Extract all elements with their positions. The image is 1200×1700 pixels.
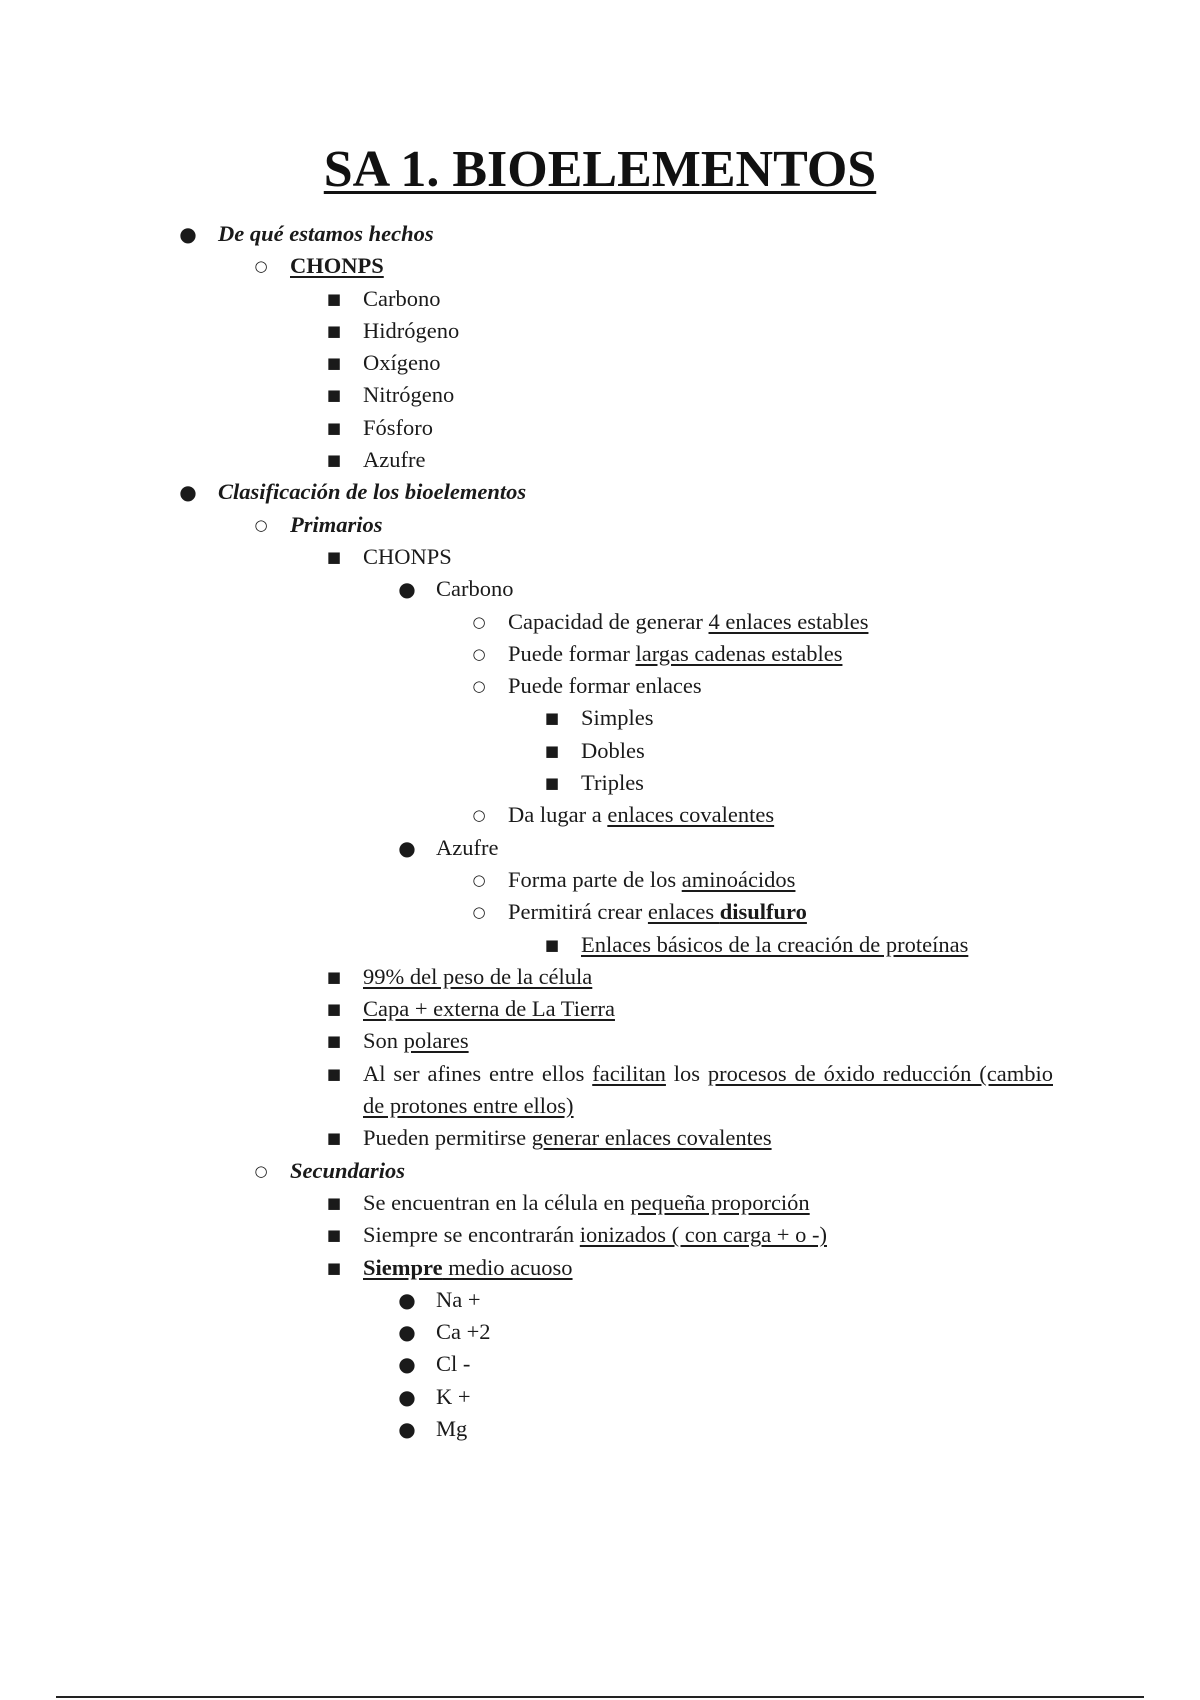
text-run: Forma parte de los	[508, 866, 682, 892]
list-item	[0, 1058, 1200, 1123]
ion-item: Cl -	[436, 1351, 471, 1377]
list-item	[0, 573, 1200, 605]
bullet-circle-icon: ○	[472, 903, 486, 922]
list-item	[0, 1025, 1200, 1057]
list-item	[0, 864, 1200, 896]
text-run: los	[665, 1060, 708, 1086]
list-item	[0, 541, 1200, 573]
bullet-square-icon: ■	[326, 321, 342, 340]
outline	[0, 218, 1200, 1445]
underlined-text: polares	[403, 1028, 469, 1054]
list-item	[0, 1122, 1200, 1154]
list-text	[363, 1122, 772, 1154]
list-text	[363, 1252, 573, 1284]
text-run: Se encuentran en la célula en	[363, 1189, 631, 1215]
underlined-text: aminoácidos	[681, 866, 796, 892]
list-item	[0, 735, 1200, 767]
list-text	[508, 896, 807, 928]
ion-item: Na +	[436, 1286, 481, 1312]
bullet-square-icon: ■	[326, 967, 342, 986]
bullet-square-icon: ■	[326, 1258, 342, 1277]
list-item	[0, 1381, 1200, 1413]
text-run: Capacidad de generar	[508, 608, 709, 634]
underlined-text: generar enlaces covalentes	[531, 1125, 772, 1151]
subsection-heading: CHONPS	[290, 253, 384, 279]
list-item	[0, 1316, 1200, 1348]
list-item	[0, 670, 1200, 702]
list-item	[0, 218, 1200, 250]
footer-divider	[56, 1696, 1144, 1698]
ion-item: Ca +2	[436, 1319, 491, 1345]
underlined-text: 4 enlaces estables	[708, 608, 869, 634]
element-item: Oxígeno	[363, 350, 441, 376]
list-item	[0, 702, 1200, 734]
list-text: 99% del peso de la célula	[363, 963, 593, 989]
section-heading: Clasificación de los bioelementos	[218, 479, 527, 505]
element-item: Fósforo	[363, 414, 434, 440]
bullet-square-icon: ■	[544, 935, 560, 954]
list-text	[363, 1025, 469, 1057]
element-item: Nitrógeno	[363, 382, 455, 408]
page-title: SA 1. BIOELEMENTOS	[323, 141, 877, 198]
list-item	[0, 1187, 1200, 1219]
underlined-text: ionizados ( con carga + o -)	[579, 1222, 827, 1248]
text-run: Al ser afines entre ellos	[363, 1060, 593, 1086]
text-run: Da lugar a	[508, 802, 608, 828]
element-item: Azufre	[363, 447, 426, 473]
bullet-dot-icon: ●	[179, 222, 197, 246]
text-run: Pueden permitirse	[363, 1125, 532, 1151]
bullet-square-icon: ■	[326, 547, 342, 566]
list-text: Triples	[581, 770, 644, 796]
text-run: Siempre se encontrarán	[363, 1222, 580, 1248]
list-item	[0, 799, 1200, 831]
text-run: medio acuoso	[442, 1254, 573, 1280]
bullet-square-icon: ■	[326, 289, 342, 308]
bullet-dot-icon: ●	[398, 1384, 416, 1409]
bullet-dot-icon: ●	[398, 577, 416, 602]
list-item	[0, 444, 1200, 476]
list-item	[0, 896, 1200, 928]
underlined-text: facilitan	[592, 1060, 666, 1086]
bullet-circle-icon: ○	[254, 257, 268, 276]
bullet-square-icon: ■	[326, 354, 342, 373]
list-text: CHONPS	[363, 543, 452, 569]
bullet-square-icon: ■	[544, 741, 560, 760]
list-text: Azufre	[436, 834, 499, 860]
list-item	[0, 1155, 1200, 1187]
underlined-text: pequeña proporción	[630, 1189, 810, 1215]
list-text	[508, 638, 842, 670]
bullet-circle-icon: ○	[472, 612, 486, 631]
list-item	[0, 993, 1200, 1025]
list-text: Carbono	[436, 576, 514, 602]
bullet-dot-icon: ●	[398, 1416, 416, 1441]
bullet-square-icon: ■	[544, 709, 560, 728]
bullet-square-icon: ■	[544, 774, 560, 793]
text-run: Son	[363, 1028, 404, 1054]
element-item: Carbono	[363, 285, 441, 311]
element-item: Hidrógeno	[363, 317, 460, 343]
bullet-square-icon: ■	[326, 386, 342, 405]
bullet-dot-icon: ●	[398, 1320, 416, 1345]
list-text	[508, 799, 774, 831]
list-item	[0, 767, 1200, 799]
list-text	[363, 1187, 810, 1219]
list-text	[363, 1219, 827, 1251]
section-heading: De qué estamos hechos	[218, 221, 434, 246]
subsection-heading: Secundarios	[290, 1157, 406, 1183]
list-text: Simples	[581, 705, 654, 731]
list-item	[0, 1252, 1200, 1284]
list-item	[0, 250, 1200, 282]
bold-text: disulfuro	[719, 899, 807, 925]
list-item	[0, 1413, 1200, 1445]
bullet-circle-icon: ○	[254, 1161, 268, 1180]
list-item	[0, 929, 1200, 961]
list-item	[0, 476, 1200, 508]
bold-text: Siempre	[363, 1254, 443, 1280]
list-item	[0, 606, 1200, 638]
list-text: Capa + externa de La Tierra	[363, 996, 615, 1022]
list-item	[0, 412, 1200, 444]
underlined-text: procesos de óxido reducción (cambio de protones entre ellos)	[363, 1060, 1053, 1119]
list-text: Enlaces básicos de la creación de proteínas	[581, 931, 969, 957]
bullet-square-icon: ■	[326, 1129, 342, 1148]
bullet-square-icon: ■	[326, 451, 342, 470]
list-item	[0, 1348, 1200, 1380]
list-item	[0, 283, 1200, 315]
list-text	[363, 1058, 1053, 1123]
list-item	[0, 638, 1200, 670]
ion-item: Mg	[436, 1415, 468, 1441]
list-text	[508, 606, 868, 638]
bullet-dot-icon: ●	[398, 1352, 416, 1377]
list-text: Dobles	[581, 737, 645, 763]
list-item	[0, 1219, 1200, 1251]
list-item	[0, 315, 1200, 347]
ion-item: K +	[436, 1383, 471, 1409]
list-item	[0, 347, 1200, 379]
bullet-circle-icon: ○	[472, 870, 486, 889]
underlined-text	[648, 899, 807, 924]
list-text	[508, 864, 795, 896]
bullet-square-icon: ■	[326, 1000, 342, 1019]
bullet-square-icon: ■	[326, 1064, 342, 1083]
bullet-square-icon: ■	[326, 1193, 342, 1212]
bullet-circle-icon: ○	[472, 677, 486, 696]
bullet-circle-icon: ○	[472, 644, 486, 663]
list-text: Puede formar enlaces	[508, 673, 702, 699]
bullet-dot-icon: ●	[398, 835, 416, 860]
bullet-circle-icon: ○	[254, 515, 268, 534]
text-run: enlaces	[647, 899, 720, 925]
list-item	[0, 509, 1200, 541]
bullet-square-icon: ■	[326, 1226, 342, 1245]
bullet-dot-icon: ●	[398, 1287, 416, 1312]
bullet-circle-icon: ○	[472, 806, 486, 825]
underlined-text: enlaces covalentes	[607, 802, 775, 828]
underlined-text: largas cadenas estables	[635, 640, 843, 666]
list-item	[0, 1284, 1200, 1316]
text-run: Permitirá crear	[508, 899, 648, 925]
bullet-dot-icon: ●	[179, 480, 197, 505]
subsection-heading: Primarios	[290, 511, 383, 537]
list-item	[0, 379, 1200, 411]
bullet-square-icon: ■	[326, 1032, 342, 1051]
list-item	[0, 832, 1200, 864]
list-item	[0, 961, 1200, 993]
text-run: Puede formar	[508, 640, 636, 666]
bullet-square-icon: ■	[326, 418, 342, 437]
